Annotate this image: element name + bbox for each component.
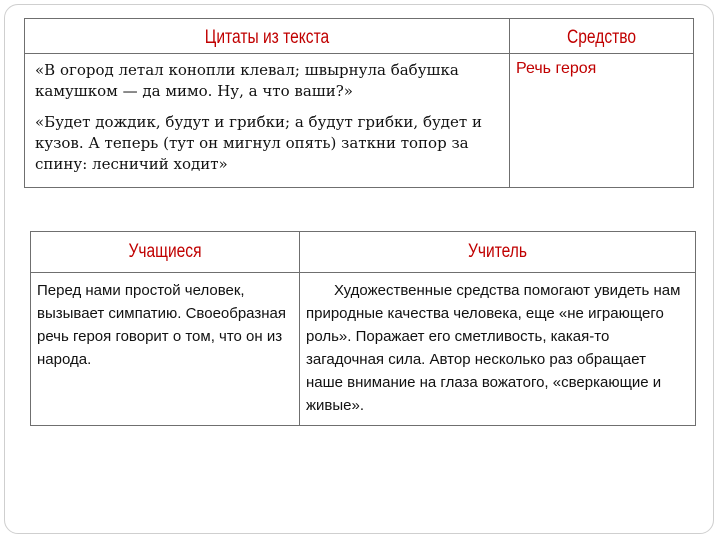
quotes-header-cell (25, 19, 510, 54)
teacher-header-cell (300, 232, 696, 273)
device-header-cell (510, 19, 694, 54)
discussion-body-row (31, 273, 696, 426)
teacher-text: Художественные средства помогают увидеть нам природные качества человека, еще «не играющего роль». Поражает его сметливость, какая-то загадочная сила. Автор несколько раз обращает наше внимание на глаза вожатого, «сверкающие и живые». (300, 273, 696, 426)
quotes-body-row (25, 54, 694, 188)
device-cell (510, 54, 694, 188)
quote-1: «В огород летал конопли клевал; швырнула бабушка камушком — да мимо. Ну, а что ваши?» (35, 61, 459, 100)
students-column-header: Учащиеся (128, 241, 202, 262)
quotes-header-row (25, 19, 694, 54)
discussion-table (30, 231, 696, 426)
discussion-header-row (31, 232, 696, 273)
teacher-column-header: Учитель (467, 241, 528, 262)
quotes-table (24, 18, 694, 188)
quotes-column-header: Цитаты из текста (204, 27, 330, 48)
device-value: Речь героя (516, 60, 597, 77)
device-column-header: Средство (566, 27, 637, 48)
students-text: Перед нами простой человек, вызывает симпатию. Своеобразная речь героя говорит о том, что он из народа. (31, 273, 300, 426)
students-header-cell (31, 232, 300, 273)
quote-2: «Будет дождик, будут и грибки; а будут грибки, будет и кузов. А теперь (тут он мигнул опять) заткни топор за спину: лесничий ходит» (35, 113, 482, 173)
quotes-cell (25, 54, 510, 188)
